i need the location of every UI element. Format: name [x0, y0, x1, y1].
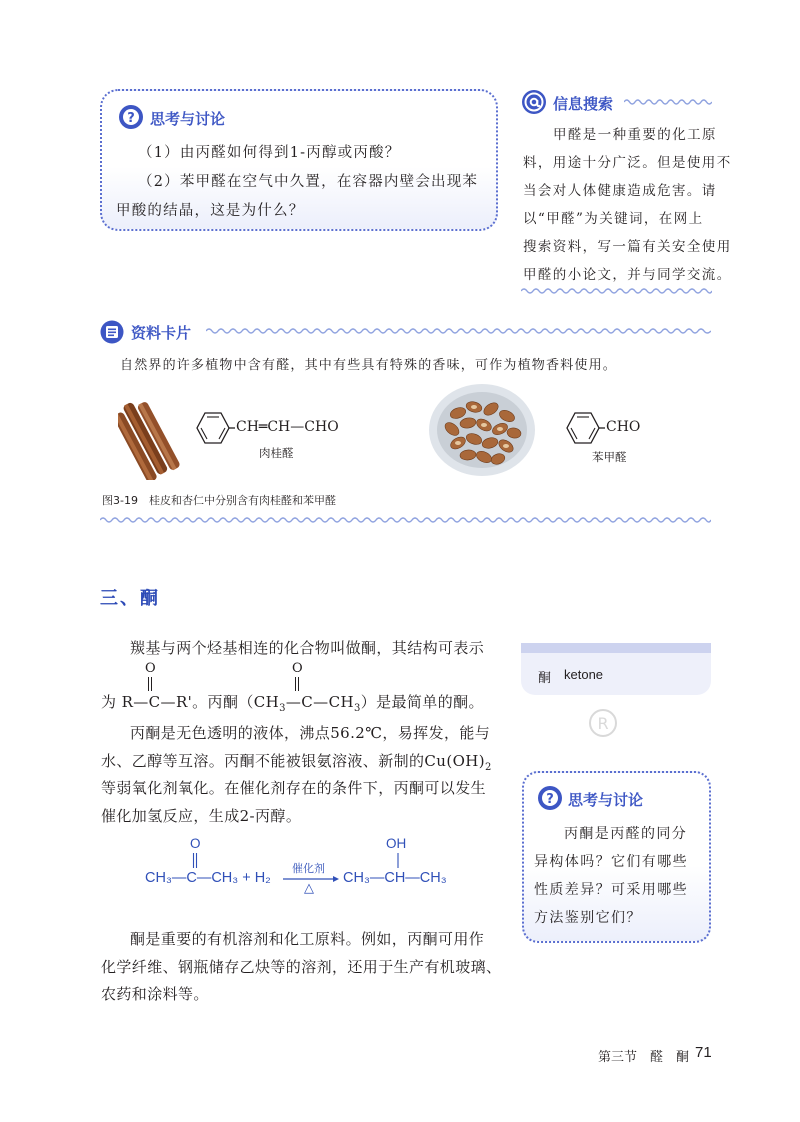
question-2-line-1: （2）苯甲醛在空气中久置，在容器内壁会出现苯: [138, 174, 479, 190]
benzene-ring-icon: [565, 410, 605, 446]
benzaldehyde-formula: CHO: [606, 419, 641, 435]
question-1: （1）由丙醛如何得到1-丙醇或丙酸？: [138, 145, 401, 161]
svg-text:R: R: [597, 714, 609, 733]
paragraph-2-line-3: 等弱氧化剂氧化。在催化剂存在的条件下，丙酮可以发生: [101, 779, 487, 797]
section-title: 三、酮: [100, 588, 160, 609]
carbonyl-oxygen-label: O: [145, 661, 156, 676]
svg-text:?: ?: [127, 111, 135, 126]
think-discuss-title: 思考与讨论: [568, 791, 644, 809]
wave-divider: [624, 98, 712, 106]
subscript: 3: [279, 703, 286, 714]
term-chinese: 酮: [538, 671, 552, 686]
wave-divider: [206, 327, 711, 335]
double-bond-mark: [146, 677, 154, 691]
info-search-line-2: 料，用途十分广泛。但是使用不: [523, 155, 732, 171]
cinnamaldehyde-name: 肉桂醛: [259, 446, 294, 460]
paragraph-3-line-1: 酮是重要的有机溶剂和化工原料。例如，丙酮可用作: [130, 930, 485, 948]
data-card-text: 自然界的许多植物中含有醛，其中有些具有特殊的香味，可作为植物香料使用。: [120, 358, 618, 373]
double-bond-mark: [293, 677, 301, 691]
info-search-title: 信息搜索: [553, 95, 614, 113]
cinnamaldehyde-formula: CH═CH—CHO: [236, 419, 339, 435]
info-search-line-6: 甲醛的小论文，并与同学交流。: [523, 267, 732, 283]
registered-mark-icon: [588, 708, 618, 738]
benzaldehyde-name: 苯甲醛: [592, 450, 627, 464]
think-discuss-title: 思考与讨论: [150, 110, 226, 128]
benzene-ring-icon: [195, 410, 235, 446]
think-2-line-1: 丙酮是丙醛的同分: [564, 826, 688, 842]
data-card-title: 资料卡片: [131, 324, 192, 342]
wave-divider: [100, 516, 711, 524]
footer-section-name: 第三节 醛 酮: [598, 1050, 690, 1065]
paragraph-2-line-4: 催化加氢反应，生成2-丙醇。: [101, 807, 302, 825]
paragraph-1-line-1: 羰基与两个烃基相连的化合物叫做酮，其结构可表示: [130, 639, 485, 657]
equation-heat: △: [304, 880, 314, 895]
paragraph-3-line-2: 化学纤维、钢瓶储存乙炔等的溶剂，还用于生产有机玻璃、: [101, 958, 502, 976]
paragraph-3-line-3: 农药和涂料等。: [101, 985, 209, 1003]
think-2-line-3: 性质差异？可采用哪些: [534, 882, 688, 898]
paragraph-2-line-2: [101, 750, 492, 773]
think-2-line-2: 异构体吗？它们有哪些: [534, 854, 688, 870]
question-icon: [118, 104, 144, 130]
equation-catalyst: 催化剂: [292, 863, 325, 875]
paragraph-2-line-1: 丙酮是无色透明的液体，沸点56.2℃，易挥发，能与: [130, 724, 491, 742]
think-2-line-4: 方法鉴别它们？: [534, 910, 642, 926]
document-card-icon: [100, 320, 124, 344]
page-number: 71: [695, 1044, 712, 1061]
subscript: 3: [353, 703, 361, 714]
acetone-formula-mid: —C—CH: [285, 693, 354, 711]
question-2-line-2: 甲酸的结晶，这是为什么？: [116, 203, 305, 219]
equation-product: CH₃—CH—CH₃: [343, 870, 447, 886]
info-search-line-4: 以“甲醛”为关键词，在网上: [523, 211, 704, 227]
term-english: ketone: [564, 667, 604, 682]
svg-text:?: ?: [546, 792, 554, 807]
ketone-general-formula: 为 R—C—R'。丙酮（CH: [101, 693, 280, 711]
equation-oxygen-label: O: [190, 836, 201, 851]
info-search-line-3: 当会对人体健康造成危害。请: [523, 183, 717, 199]
at-sign-icon: [521, 89, 547, 115]
paragraph-2-line-2-text: 水、乙醇等互溶。丙酮不能被银氨溶液、新制的Cu(OH): [101, 752, 486, 770]
single-bond-mark: [396, 853, 400, 868]
double-bond-mark: [191, 853, 199, 868]
equation-reactants: CH₃—C—CH₃ + H₂: [145, 870, 271, 886]
info-search-line-1: 甲醛是一种重要的化工原: [553, 127, 717, 143]
question-icon: [537, 785, 563, 811]
cinnamon-sticks-image: [118, 390, 186, 480]
figure-caption: 图3-19 桂皮和杏仁中分别含有肉桂醛和苯甲醛: [102, 494, 336, 507]
almonds-plate-image: [428, 383, 536, 477]
paragraph-1-line-2: [101, 691, 484, 714]
paragraph-1-suffix: ）是最简单的酮。: [360, 693, 484, 711]
acetone-oxygen-label: O: [292, 661, 303, 676]
subscript: 2: [485, 762, 492, 773]
info-search-line-5: 搜索资料，写一篇有关安全使用: [523, 239, 732, 255]
wave-divider: [521, 287, 712, 295]
equation-hydroxyl-label: OH: [386, 836, 407, 851]
